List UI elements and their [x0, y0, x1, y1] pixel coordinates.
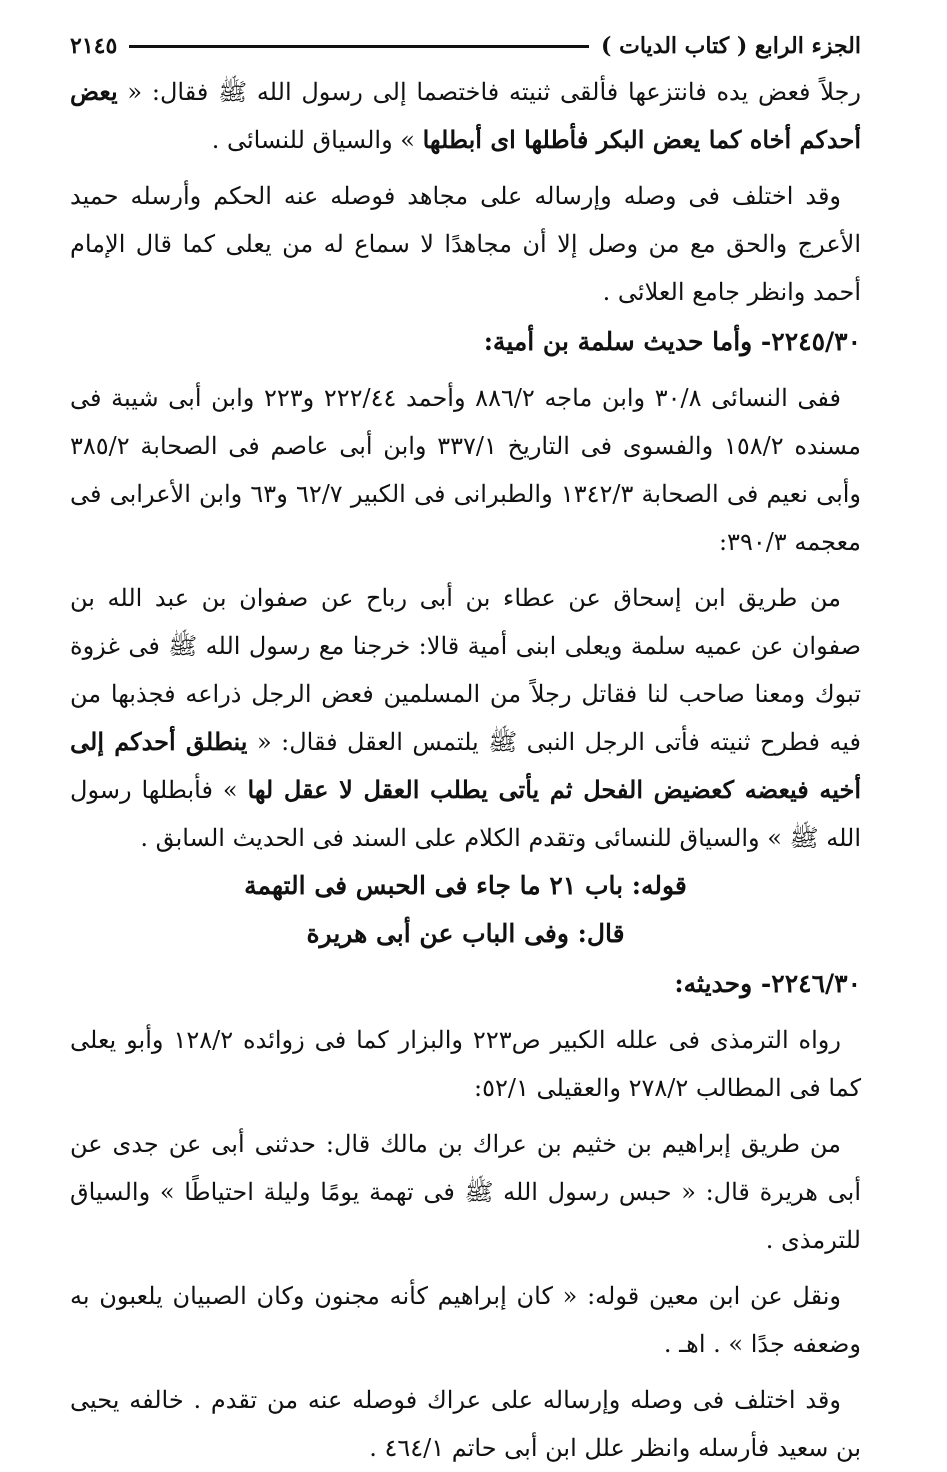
- paragraph-text: وقد اختلف فى وصله وإرساله على عراك فوصله عنه من تقدم . خالفه يحيى بن سعيد فأرسله وانظر علل ابن أبى حاتم ٤٦٤/١ .: [70, 1386, 861, 1462]
- paragraph-text: رجلاً فعض يده فانتزعها فألقى ثنيته فاختصما إلى رسول الله ﷺ فقال: «: [117, 78, 861, 106]
- hadith-quote-text: يعض أحدكم أخاه كما يعض البكر فأطلها اى أبطلها: [70, 77, 861, 154]
- running-title: الجزء الرابع ( كتاب الديات ): [601, 33, 861, 59]
- body-paragraph: [70, 1376, 861, 1472]
- running-header: [70, 24, 861, 68]
- paragraph-text: من طريق ابن إسحاق عن عطاء بن أبى رباح عن صفوان بن عبد الله بن صفوان عن عميه سلمة ويعلى ابنى أمية قالا: خرجنا مع رسول الله ﷺ فى غزوة تبوك ومعنا صاحب لنا فقاتل رجلاً من المسلمين فعض الرجل ذراعه فجذبها من فيه فطرح ثنيته فأتى الرجل النبى ﷺ يلتمس العقل فقال: «: [70, 584, 861, 756]
- chapter-heading: قوله: باب ٢١ ما جاء فى الحبس فى التهمة: [244, 871, 687, 900]
- body-paragraph: [70, 1016, 861, 1112]
- paragraph-text: » والسياق للنسائى .: [211, 126, 423, 154]
- body-paragraph: [70, 374, 861, 566]
- header-rule: [129, 45, 589, 48]
- hadith-heading: ٢٢٤٦/٣٠- وحديثه:: [674, 969, 861, 998]
- page-number: ٢١٤٥: [70, 33, 118, 59]
- hadith-heading: ٢٢٤٥/٣٠- وأما حديث سلمة بن أمية:: [483, 327, 861, 356]
- body-paragraph: [70, 172, 861, 316]
- body-paragraph: [70, 1120, 861, 1264]
- hadith-quote-text: ينطلق أحدكم إلى أخيه فيعضه كعضيض الفحل ثم يأتى يطلب العقل لا عقل لها: [70, 727, 862, 804]
- paragraph-text: وقد اختلف فى وصله وإرساله على مجاهد فوصله عنه الحكم وأرسله حميد الأعرج والحق مع من وصل إلا أن مجاهدًا لا سماع له من يعلى كما قال الإمام أحمد وانظر جامع العلائى .: [70, 182, 861, 306]
- chapter-heading: قال: وفى الباب عن أبى هريرة: [306, 919, 625, 948]
- page-body: [70, 68, 861, 1472]
- paragraph-text: من طريق إبراهيم بن خثيم بن عراك بن مالك قال: حدثنى أبى عن جدى عن أبى هريرة قال: « حبس رسول الله ﷺ فى تهمة يومًا وليلة احتياطًا » والسياق للترمذى .: [70, 1130, 861, 1254]
- paragraph-text: رواه الترمذى فى علله الكبير ص٢٢٣ والبزار كما فى زوائده ١٢٨/٢ وأبو يعلى كما فى المطالب ٢٧٨/٢ والعقيلى ٥٢/١:: [70, 1026, 861, 1102]
- body-paragraph: [70, 574, 861, 862]
- body-paragraph: [70, 68, 861, 164]
- paragraph-text: ونقل عن ابن معين قوله: « كان إبراهيم كأنه مجنون وكان الصبيان يلعبون به وضعفه جدًا » . اهـ .: [70, 1282, 861, 1358]
- paragraph-text: » فأبطلها رسول الله ﷺ » والسياق للنسائى وتقدم الكلام على السند فى الحديث السابق .: [70, 776, 861, 852]
- body-paragraph: [70, 1272, 861, 1368]
- paragraph-text: ففى النسائى ٣٠/٨ وابن ماجه ٨٨٦/٢ وأحمد ٢٢٢/٤٤ و٢٢٣ وابن أبى شيبة فى مسنده ١٥٨/٢ والفسوى فى التاريخ ٣٣٧/١ وابن أبى عاصم فى الصحابة ٣٨٥/٢ وأبى نعيم فى الصحابة ١٣٤٢/٣ والطبرانى فى الكبير ٦٢/٧ و٦٣ وابن الأعرابى فى معجمه ٣٩٠/٣:: [70, 384, 862, 556]
